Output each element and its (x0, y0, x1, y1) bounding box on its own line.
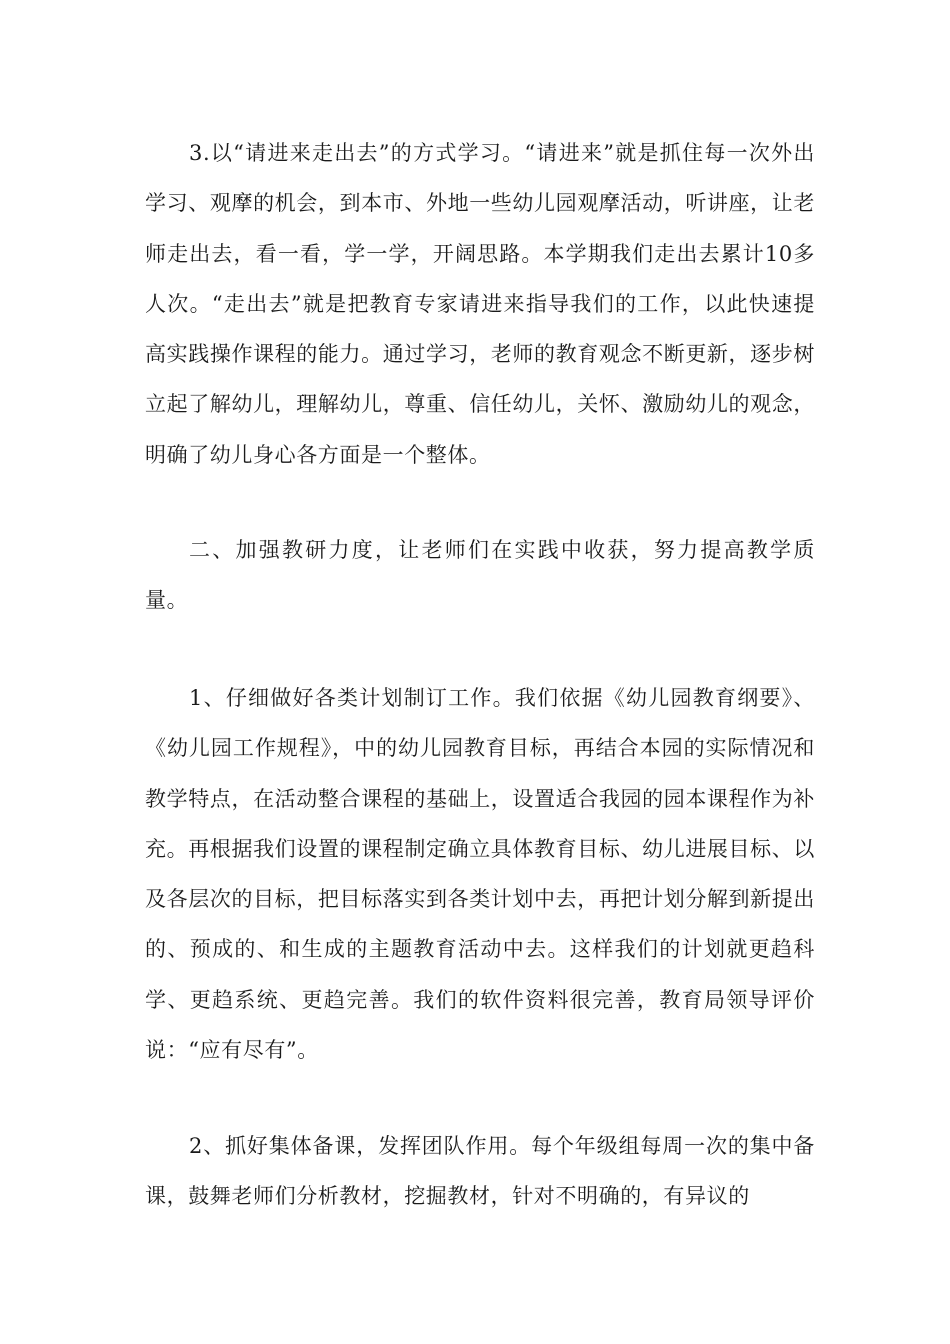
paragraph-collective-lesson-prep: 2、抓好集体备课，发挥团队作用。每个年级组每周一次的集中备课，鼓舞老师们分析教材，挖掘教材，针对不明确的，有异议的 (145, 1134, 815, 1209)
paragraph-learning-method: 3.以“请进来走出去”的方式学习。“请进来”就是抓住每一次外出学习、观摩的机会，到本市、外地一些幼儿园观摩活动，听讲座，让老师走出去，看一看，学一学，开阔思路。本学期我们走出去累计10多人次。“走出去”就是把教育专家请进来指导我们的工作，以此快速提高实践操作课程的能力。通过学习，老师的教育观念不断更新，逐步树立起了解幼儿，理解幼儿，尊重、信任幼儿，关怀、激励幼儿的观念，明确了幼儿身心各方面是一个整体。 (145, 141, 815, 467)
section-heading-teaching-research: 二、加强教研力度，让老师们在实践中收获，努力提高教学质量。 (145, 538, 815, 613)
paragraph-plan-making: 1、仔细做好各类计划制订工作。我们依据《幼儿园教育纲要》、《幼儿园工作规程》，中的幼儿园教育目标，再结合本园的实际情况和教学特点，在活动整合课程的基础上，设置适合我园的园本课程作为补充。再根据我们设置的课程制定确立具体教育目标、幼儿进展目标、以及各层次的目标，把目标落实到各类计划中去，再把计划分解到新提出的、预成的、和生成的主题教育活动中去。这样我们的计划就更趋科学、更趋系统、更趋完善。我们的软件资料很完善，教育局领导评价说：“应有尽有”。 (145, 686, 815, 1063)
